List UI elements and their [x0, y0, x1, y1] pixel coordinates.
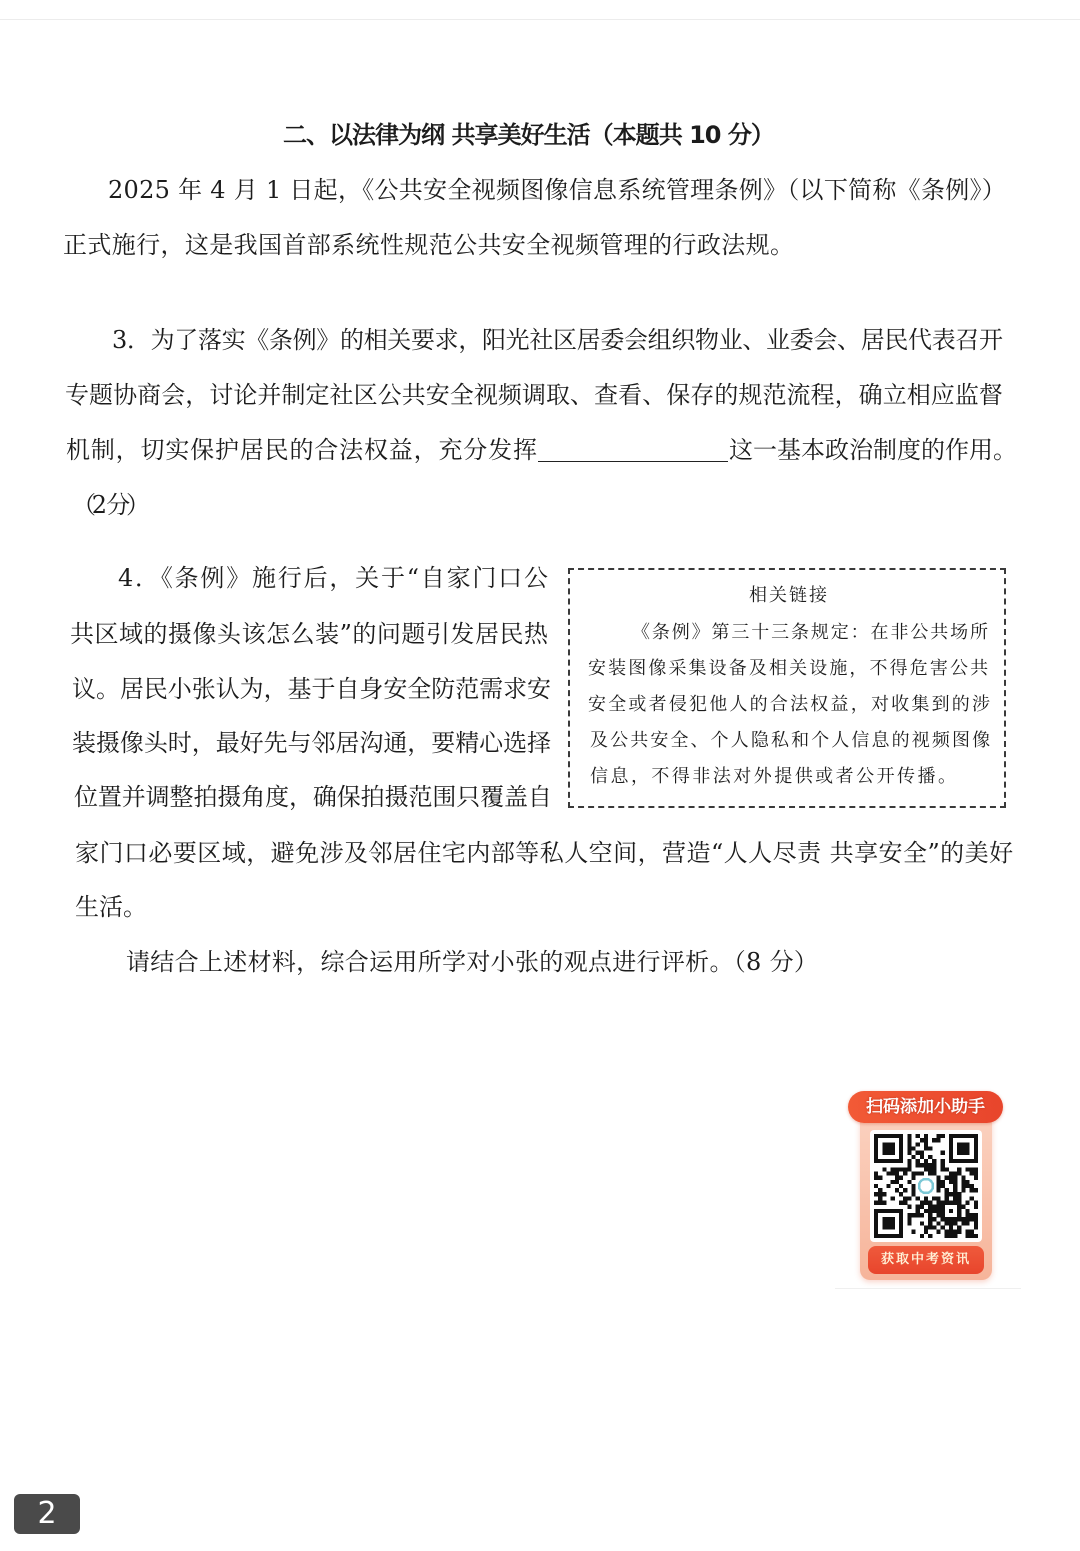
question4-line-1: 4．《条例》施行后，关于“自家门口公 — [118, 564, 550, 592]
question4-line-3: 议。居民小张认为，基于自身安全防范需求安 — [72, 675, 551, 703]
qr-divider — [835, 1288, 1021, 1289]
answer-blank-underline — [538, 448, 728, 462]
related-link-line-4: 及公共安全、个人隐私和个人信息的视频图像 — [590, 730, 993, 751]
related-link-line-5: 信息，不得非法对外提供或者公开传播。 — [590, 766, 959, 787]
qr-code-frame — [870, 1130, 982, 1242]
question4-line-2: 共区域的摄像头该怎么装”的问题引发居民热 — [70, 620, 549, 648]
question4-line-6: 家门口必要区域，避免涉及邻居住宅内部等私人空间，营造“人人尽责 共享安全”的美好 — [75, 839, 1014, 867]
question3-line-3-after-blank: 这一基本政治制度的作用。 — [729, 436, 1017, 464]
page-indicator: 2 — [14, 1494, 80, 1534]
question4-instruction: 请结合上述材料，综合运用所学对小张的观点进行评析。（8 分） — [126, 948, 819, 976]
top-divider — [0, 19, 1080, 20]
question4-line-7: 生活。 — [75, 893, 147, 921]
question4-line-5: 位置并调整拍摄角度，确保拍摄范围只覆盖自 — [74, 783, 552, 811]
related-link-title: 相关链接 — [749, 585, 829, 606]
qr-code-icon — [874, 1134, 978, 1238]
intro-line-2: 正式施行，这是我国首部系统性规范公共安全视频管理的行政法规。 — [63, 231, 795, 259]
related-link-line-3: 安全或者侵犯他人的合法权益，对收集到的涉 — [588, 694, 993, 715]
qr-badge-bottom-label: 获取中考资讯 — [868, 1246, 984, 1274]
related-link-box — [568, 568, 1006, 808]
question3-line-2: 专题协商会，讨论并制定社区公共安全视频调取、查看、保存的规范流程，确立相应监督 — [65, 381, 1003, 409]
question3-line-3-before-blank: 机制，切实保护居民的合法权益，充分发挥 — [66, 436, 538, 464]
question3-line-1: 3．为了落实《条例》的相关要求，阳光社区居委会组织物业、业委会、居民代表召开 — [112, 326, 1003, 354]
question3-score: （2 分） — [72, 491, 146, 519]
related-link-line-1: 《条例》第三十三条规定：在非公共场所 — [632, 622, 990, 643]
intro-line-1: 2025 年 4 月 1 日起，《公共安全视频图像信息系统管理条例》（以下简称《条例》） — [108, 176, 1007, 204]
qr-badge-top-label: 扫码添加小助手 — [848, 1091, 1003, 1123]
related-link-line-2: 安装图像采集设备及相关设施，不得危害公共 — [588, 658, 991, 679]
section-title: 二、以法律为纲 共享美好生活（本题共 10 分） — [283, 121, 774, 149]
question4-line-4: 装摄像头时，最好先与邻居沟通，要精心选择 — [72, 729, 551, 757]
